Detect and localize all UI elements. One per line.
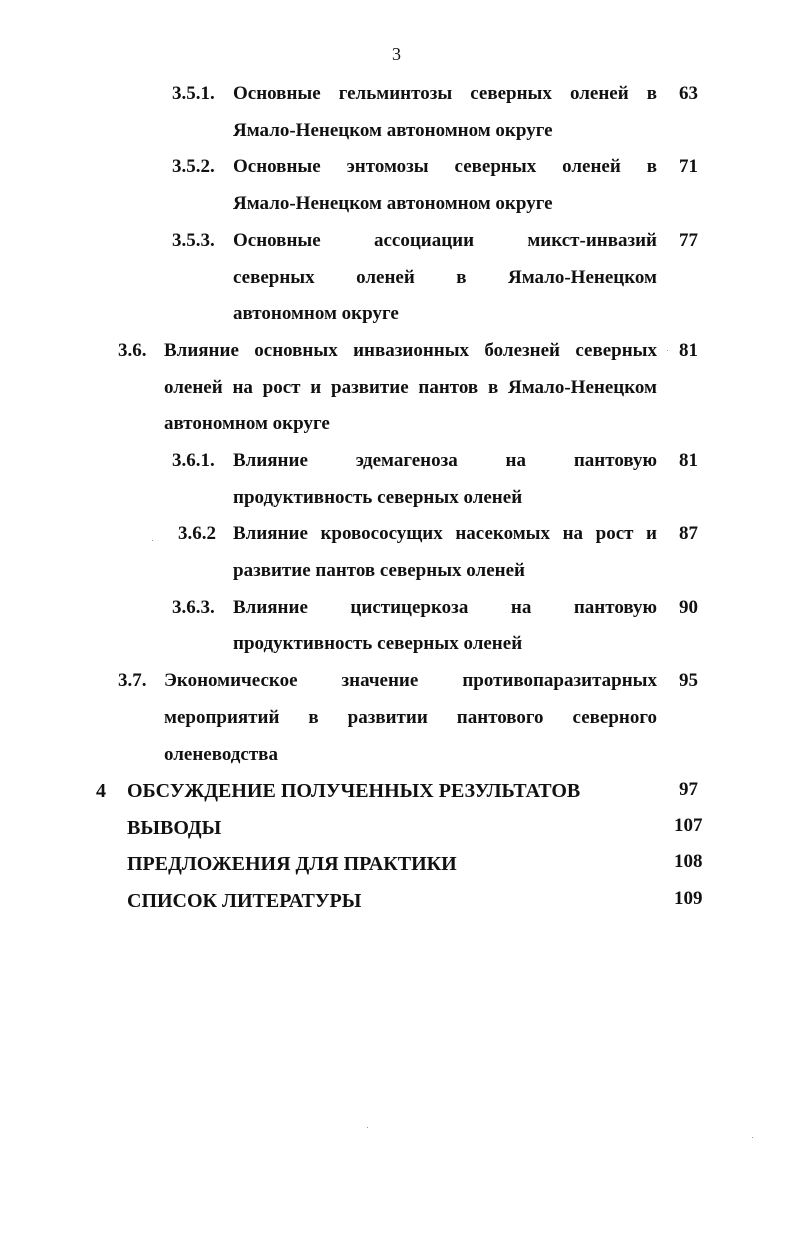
toc-chapter-page: 108 [674, 851, 703, 872]
toc-chapter-title: ВЫВОДЫ [127, 817, 222, 839]
toc-entry-line: Основные гельминтозы северных оленей в [233, 83, 657, 104]
toc-entry-line: Основные энтомозы северных оленей в [233, 156, 657, 177]
toc-entry-page: 81 [679, 450, 698, 471]
toc-entry-line: северных оленей в Ямало-Ненецком [233, 267, 657, 288]
toc-entry-page: 81 [679, 340, 698, 361]
toc-entry-line: Ямало-Ненецком автономном округе [233, 120, 553, 141]
toc-entry-number: 3.7. [118, 670, 147, 691]
toc-chapter-page: 107 [674, 815, 703, 836]
toc-entry-line: оленей на рост и развитие пантов в Ямало-Ненецком [164, 377, 657, 398]
toc-entry-page: 77 [679, 230, 698, 251]
toc-entry-line: Основные ассоциации микст-инвазий [233, 230, 657, 251]
toc-entry-line: Влияние кровососущих насекомых на рост и [233, 523, 657, 544]
toc-entry-page: 71 [679, 156, 698, 177]
toc-entry-number: 3.6. [118, 340, 147, 361]
toc-chapter-title: СПИСОК ЛИТЕРАТУРЫ [127, 890, 362, 912]
toc-entry-number: 3.6.3. [172, 597, 215, 618]
toc-entry-number: 3.6.1. [172, 450, 215, 471]
toc-entry-number: 3.5.2. [172, 156, 215, 177]
toc-entry-line: оленеводства [164, 744, 278, 765]
toc-chapter-page: 97 [679, 779, 698, 800]
scan-speck [667, 350, 668, 351]
toc-entry-page: 63 [679, 83, 698, 104]
toc-entry-number: 3.5.3. [172, 230, 215, 251]
scan-speck [752, 1137, 753, 1138]
toc-entry-line: Экономическое значение противопаразитарных [164, 670, 657, 691]
toc-entry-line: мероприятий в развитии пантового северного [164, 707, 657, 728]
toc-entry-line: продуктивность северных оленей [233, 633, 523, 654]
toc-entry-number: 3.6.2 [178, 523, 216, 544]
toc-entry-line: продуктивность северных оленей [233, 487, 523, 508]
toc-entry-page: 87 [679, 523, 698, 544]
scan-speck [367, 1127, 368, 1128]
toc-entry-line: автономном округе [233, 303, 399, 324]
scan-speck [152, 540, 153, 541]
page-number: 3 [392, 44, 401, 64]
toc-entry-line: Влияние основных инвазионных болезней северных [164, 340, 657, 361]
toc-entry-line: развитие пантов северных оленей [233, 560, 525, 581]
toc-chapter-title: ОБСУЖДЕНИЕ ПОЛУЧЕННЫХ РЕЗУЛЬТАТОВ [127, 780, 581, 802]
toc-entry-number: 3.5.1. [172, 83, 215, 104]
toc-entry-page: 95 [679, 670, 698, 691]
toc-entry-line: Ямало-Ненецком автономном округе [233, 193, 553, 214]
toc-entry-page: 90 [679, 597, 698, 618]
toc-entry-line: автономном округе [164, 413, 330, 434]
toc-chapter-title: ПРЕДЛОЖЕНИЯ ДЛЯ ПРАКТИКИ [127, 853, 457, 875]
toc-entry-line: Влияние эдемагеноза на пантовую [233, 450, 657, 471]
toc-chapter-number: 4 [96, 780, 106, 802]
toc-entry-line: Влияние цистицеркоза на пантовую [233, 597, 657, 618]
toc-chapter-page: 109 [674, 888, 703, 909]
